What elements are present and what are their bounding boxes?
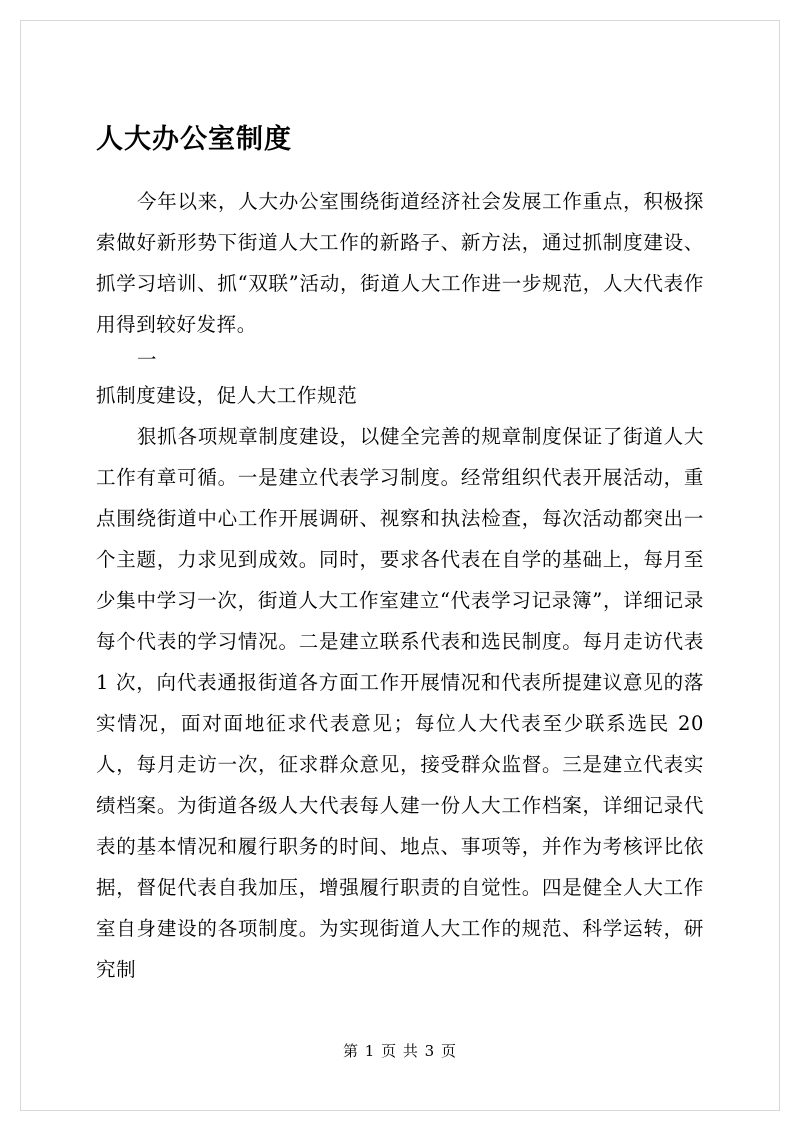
paragraph-section-one-body: 狠抓各项规章制度建设，以健全完善的规章制度保证了街道人大工作有章可循。一是建立代表学习制度。经常组织代表开展活动，重点围绕街道中心工作开展调研、视察和执法检查，每次活动都突出一个主题，力求见到成效。同时，要求各代表在自学的基础上，每月至少集中学习一次，街道人大工作室建立“代表学习记录簿”，详细记录每个代表的学习情况。二是建立联系代表和选民制度。每月走访代表 1 次，向代表通报街道各方面工作开展情况和代表所提建议意见的落实情况，面对面地征求代表意见；每位人大代表至少联系选民 20 人，每月走访一次，征求群众意见，接受群众监督。三是建立代表实绩档案。为街道各级人大代表每人建一份人大工作档案，详细记录代表的基本情况和履行职务的时间、地点、事项等，并作为考核评比依据，督促代表自我加压，增强履行职责的自觉性。四是健全人大工作室自身建设的各项制度。为实现街道人大工作的规范、科学运转，研究制 [96,424,704,981]
paragraph-intro: 今年以来，人大办公室围绕街道经济社会发展工作重点，积极探索做好新形势下街道人大工作的新路子、新方法，通过抓制度建设、抓学习培训、抓“双联”活动，街道人大工作进一步规范，人大代表作用得到较好发挥。 [96,189,704,336]
page-footer: 第 1 页 共 3 页 [343,1042,457,1060]
section-number-one: 一 [136,347,158,371]
document-content [96,120,704,990]
page-title: 人大办公室制度 [96,124,292,155]
section-heading-one: 抓制度建设，促人大工作规范 [96,383,358,407]
